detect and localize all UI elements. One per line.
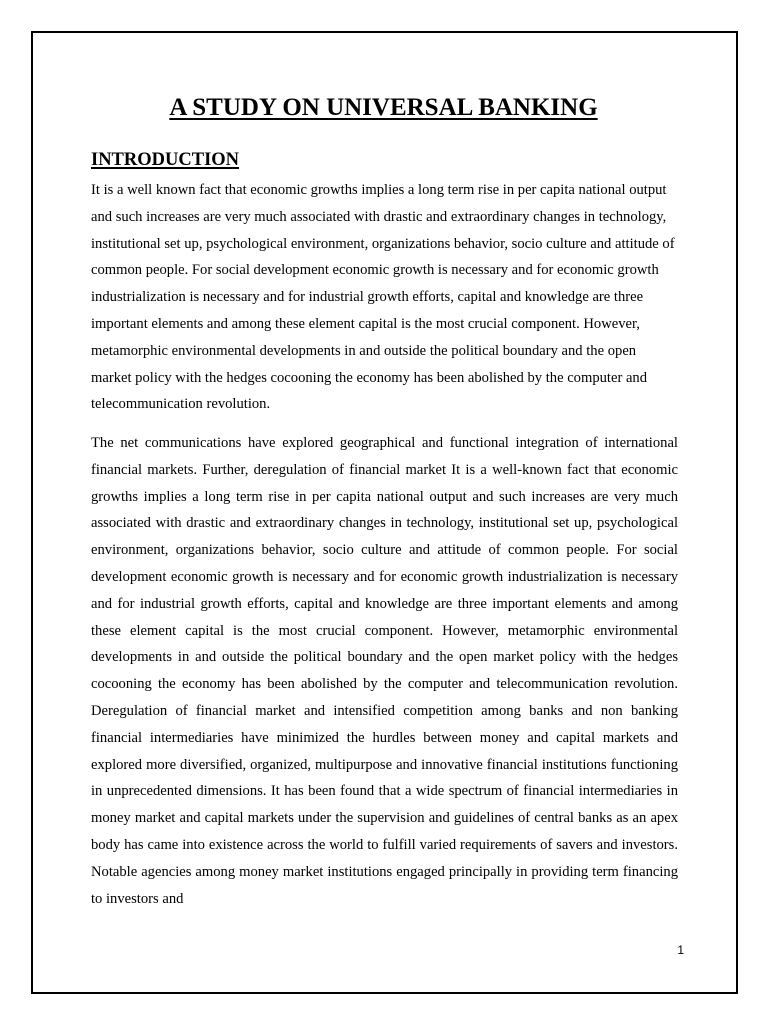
section-heading-introduction: INTRODUCTION [91, 150, 240, 170]
page-number: 1 [677, 943, 684, 957]
paragraph-1: It is a well known fact that economic growths implies a long term rise in per capita national output and such increases are very much associated with drastic and extraordinary changes in technology, institutional set up, psychological environment, organizations behavior, socio culture and attitude of common people. For social development economic growth is necessary and for economic growth industrialization is necessary and for industrial growth efforts, capital and knowledge are three important elements and among these element capital is the most crucial component. However, metamorphic environmental developments in and outside the political boundary and the open market policy with the hedges cocooning the economy has been abolished by the computer and telecommunication revolution. [91, 182, 675, 413]
paragraph-2: The net communications have explored geographical and functional integration of international financial markets. Further, deregulation of financial market It is a well-known fact that economic growths implies a long term rise in per capita national output and such increases are very much associated with drastic and extraordinary changes in technology, institutional set up, psychological environment, organizations behavior, socio culture and attitude of common people. For social development economic growth is necessary and for economic growth industrialization is necessary and for industrial growth efforts, capital and knowledge are three important elements and among these element capital is the most crucial component. However, metamorphic environmental developments in and outside the political boundary and the open market policy with the hedges cocooning the economy has been abolished by the computer and telecommunication revolution. Deregulation of financial market and intensified competition among banks and non banking financial intermediaries have minimized the hurdles between money and capital markets and explored more diversified, organized, multipurpose and innovative financial institutions functioning in unprecedented dimensions. It has been found that a wide spectrum of financial intermediaries in money market and capital markets under the supervision and guidelines of central banks as an apex body has came into existence across the world to fulfill varied requirements of savers and investors. Notable agencies among money market institutions engaged principally in providing term financing to investors and [91, 435, 678, 907]
document-title: A STUDY ON UNIVERSAL BANKING [169, 94, 598, 121]
